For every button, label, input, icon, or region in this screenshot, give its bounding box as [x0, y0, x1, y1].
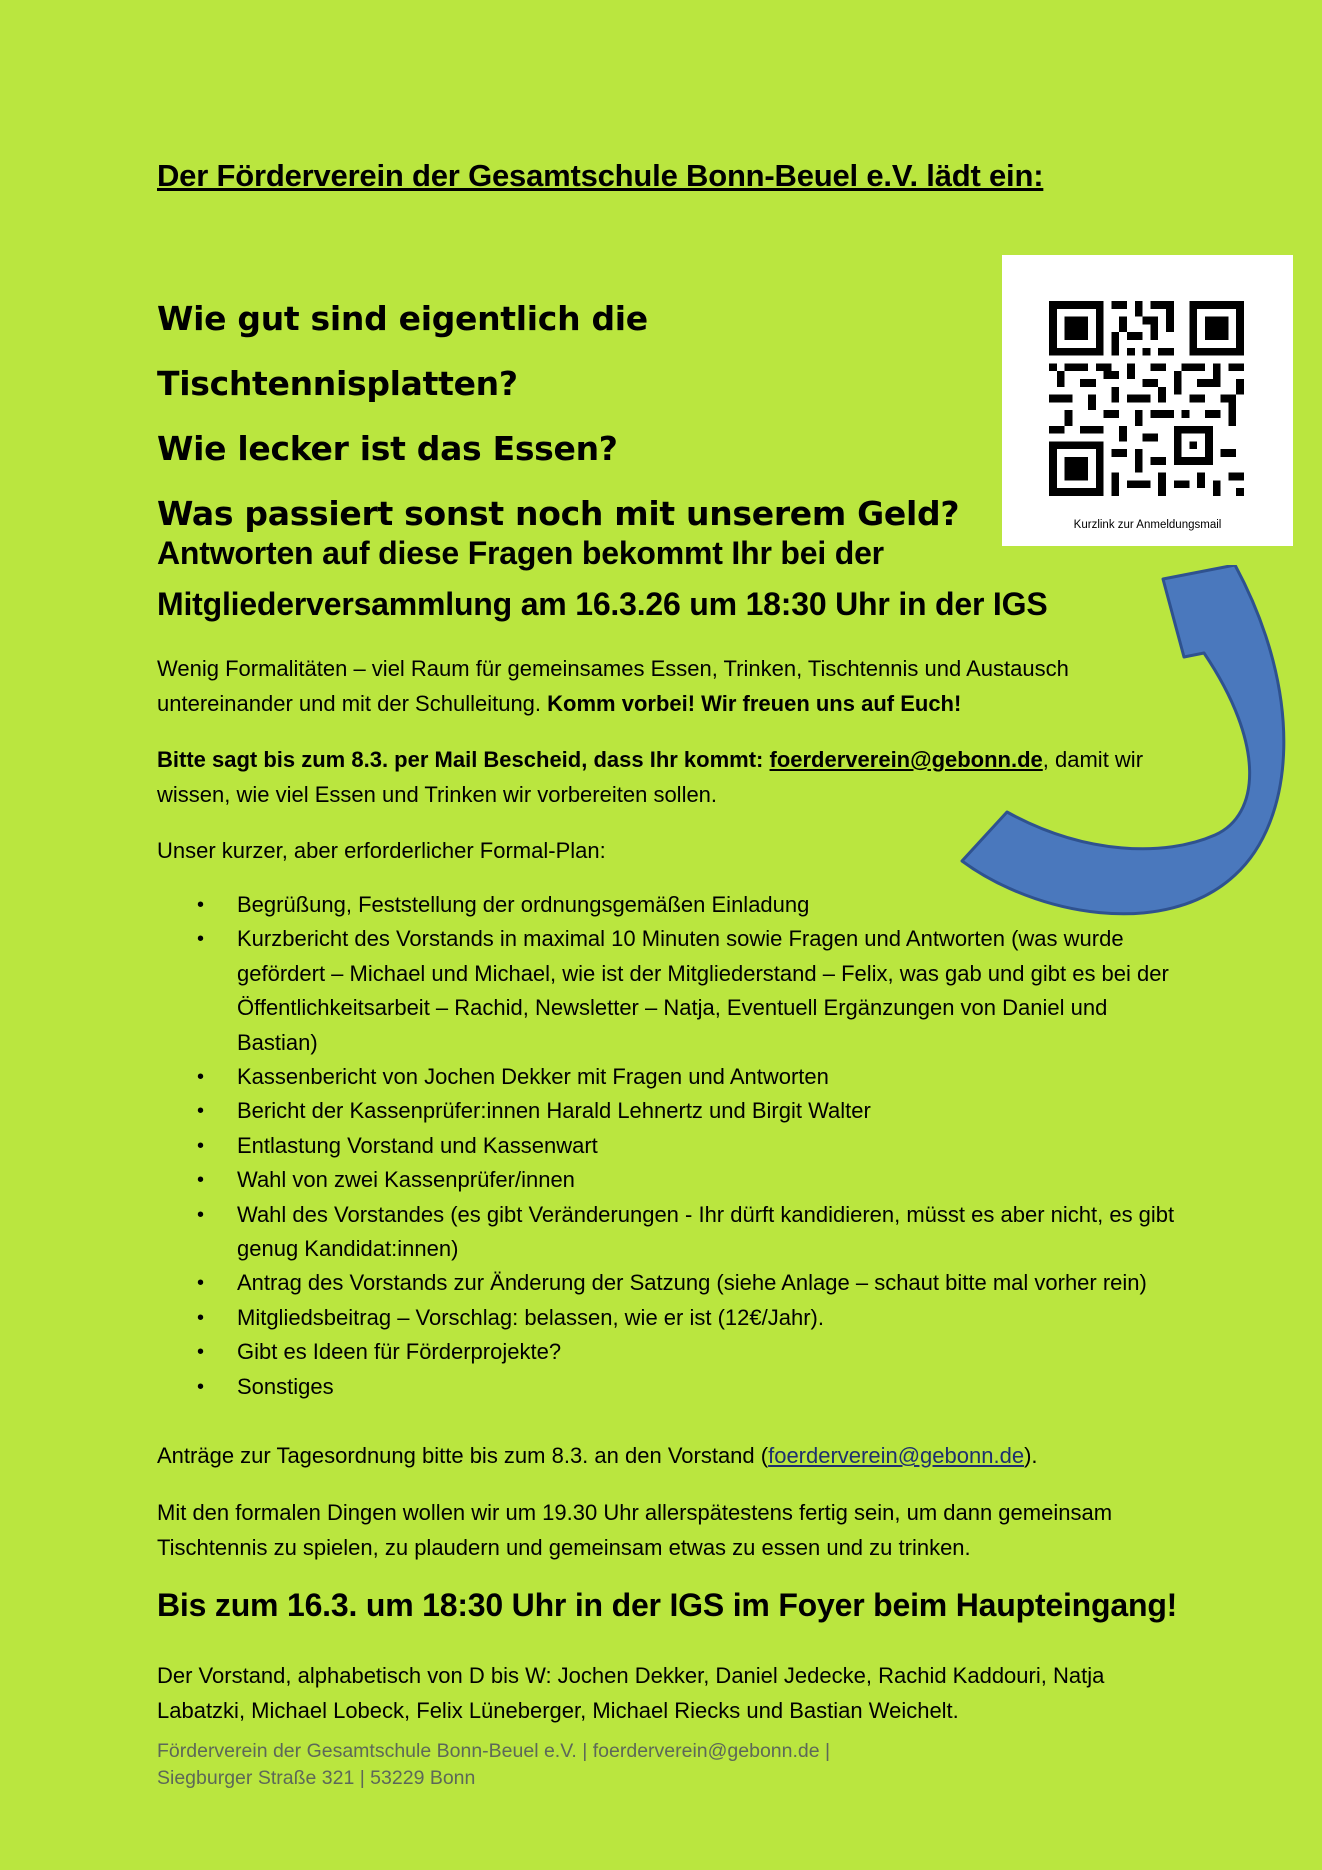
intro-bold-text: Komm vorbei! Wir freuen uns auf Euch!: [547, 691, 962, 716]
bullet-icon: •: [197, 1169, 205, 1192]
bullet-icon: •: [197, 1203, 205, 1226]
bullet-icon: •: [197, 894, 205, 916]
qr-code-image[interactable]: [1049, 301, 1244, 496]
questions-block: [157, 286, 1017, 546]
footer: [157, 1738, 957, 1792]
bullet-icon: •: [197, 928, 205, 951]
intro-text: Wenig Formalitäten – viel Raum für gemeinsames Essen, Trinken, Tischtennis und Austausch untereinander und mit der Schulleitung.: [157, 656, 1069, 716]
motions-post-text: ).: [1024, 1443, 1038, 1468]
bullet-icon: •: [197, 1272, 205, 1295]
motions-pre-text: Anträge zur Tagesordnung bitte bis zum 8.3. an den Vorstand (: [157, 1443, 769, 1468]
closing-heading: Bis zum 16.3. um 18:30 Uhr in der IGS im Foyer beim Haupteingang!: [157, 1587, 1178, 1623]
plan-intro: Unser kurzer, aber erforderlicher Formal-Plan:: [157, 838, 606, 863]
agenda-list: [157, 888, 1177, 1404]
question-2: Wie lecker ist das Essen?: [157, 429, 618, 468]
agenda-item: [157, 1060, 1177, 1094]
agenda-item: [157, 1094, 1177, 1128]
agenda-item-text: Kurzbericht des Vorstands in maximal 10 Minuten sowie Fragen und Antworten (was wurde gefördert – Michael und Michael, wie ist der Mitgliederstand – Felix, was gab und gibt es bei der Öffentlichkeitsarbeit – Rachid, Newsletter – Natja, Eventuell Ergänzungen von Daniel und Bastian): [237, 926, 1169, 1055]
rsvp-bold-text: Bitte sagt bis zum 8.3. per Mail Bescheid, dass Ihr kommt:: [157, 747, 770, 772]
agenda-item-text: Sonstiges: [237, 1373, 334, 1399]
bullet-icon: •: [197, 1134, 205, 1157]
agenda-item: [157, 1198, 1177, 1267]
board-paragraph: Der Vorstand, alphabetisch von D bis W: Jochen Dekker, Daniel Jedecke, Rachid Kaddouri, Natja Labatzki, Michael Lobeck, Felix Lüneberger, Michael Riecks und Bastian Weichelt.: [157, 1663, 1105, 1723]
agenda-item-text: Entlastung Vorstand und Kassenwart: [237, 1132, 598, 1158]
motions-paragraph: [157, 1438, 1167, 1473]
agenda-item: [157, 1301, 1177, 1335]
footer-line-1: Förderverein der Gesamtschule Bonn-Beuel e.V. | foerderverein@gebonn.de |: [157, 1740, 831, 1762]
rsvp-email-link[interactable]: foerderverein@gebonn.de: [769, 747, 1043, 772]
agenda-item-text: Wahl von zwei Kassenprüfer/innen: [237, 1167, 575, 1193]
footer-line-2: Siegburger Straße 321 | 53229 Bonn: [157, 1767, 476, 1789]
agenda-item-text: Bericht der Kassenprüfer:innen Harald Lehnertz und Birgit Walter: [237, 1098, 871, 1124]
motions-email-link[interactable]: foerderverein@gebonn.de: [768, 1443, 1025, 1468]
bullet-icon: •: [197, 1375, 205, 1398]
agenda-item-text: Begrüßung, Feststellung der ordnungsgemäßen Einladung: [237, 892, 810, 917]
agenda-item: [157, 1129, 1177, 1163]
agenda-item-text: Antrag des Vorstands zur Änderung der Satzung (siehe Anlage – schaut bitte mal vorher rein): [237, 1270, 1147, 1296]
rsvp-rest-text: , damit wir wissen, wie viel Essen und Trinken wir vorbereiten sollen.: [157, 747, 1144, 807]
question-3: Was passiert sonst noch mit unserem Geld?: [157, 494, 960, 533]
agenda-item: [157, 1335, 1177, 1369]
agenda-item-text: Mitgliedsbeitrag – Vorschlag: belassen, wie er ist (12€/Jahr).: [237, 1304, 824, 1330]
invitation-heading: Der Förderverein der Gesamtschule Bonn-Beuel e.V. lädt ein:: [157, 158, 1044, 193]
qr-code-box[interactable]: [1002, 255, 1293, 546]
agenda-item-text: Gibt es Ideen für Förderprojekte?: [237, 1339, 562, 1365]
qr-caption: Kurzlink zur Anmeldungsmail: [1073, 519, 1222, 531]
bullet-icon: •: [197, 1341, 205, 1364]
bullet-icon: •: [197, 1306, 205, 1329]
bullet-icon: •: [197, 1066, 205, 1089]
agenda-item: [157, 1266, 1177, 1300]
agenda-item-text: Kassenbericht von Jochen Dekker mit Fragen und Antworten: [237, 1064, 829, 1090]
agenda-item: [157, 1163, 1177, 1197]
agenda-item: [157, 1370, 1177, 1404]
agenda-item: [157, 922, 1177, 1060]
question-1: Wie gut sind eigentlich die Tischtennisplatten?: [157, 299, 648, 403]
agenda-item-text: Wahl des Vorstandes (es gibt Veränderungen - Ihr dürft kandidieren, müsst es aber nicht, es gibt genug Kandidat:innen): [237, 1201, 1175, 1262]
timing-paragraph: Mit den formalen Dingen wollen wir um 19.30 Uhr allerspätestens fertig sein, um dann gemeinsam Tischtennis zu spielen, zu plaudern und gemeinsam etwas zu essen und zu trinken.: [157, 1500, 1113, 1560]
curved-arrow-icon: [955, 565, 1305, 935]
answers-heading: Antworten auf diese Fragen bekommt Ihr bei der Mitgliederversammlung am 16.3.26 um 18:30 Uhr in der IGS: [157, 535, 1048, 622]
bullet-icon: •: [197, 1100, 205, 1123]
